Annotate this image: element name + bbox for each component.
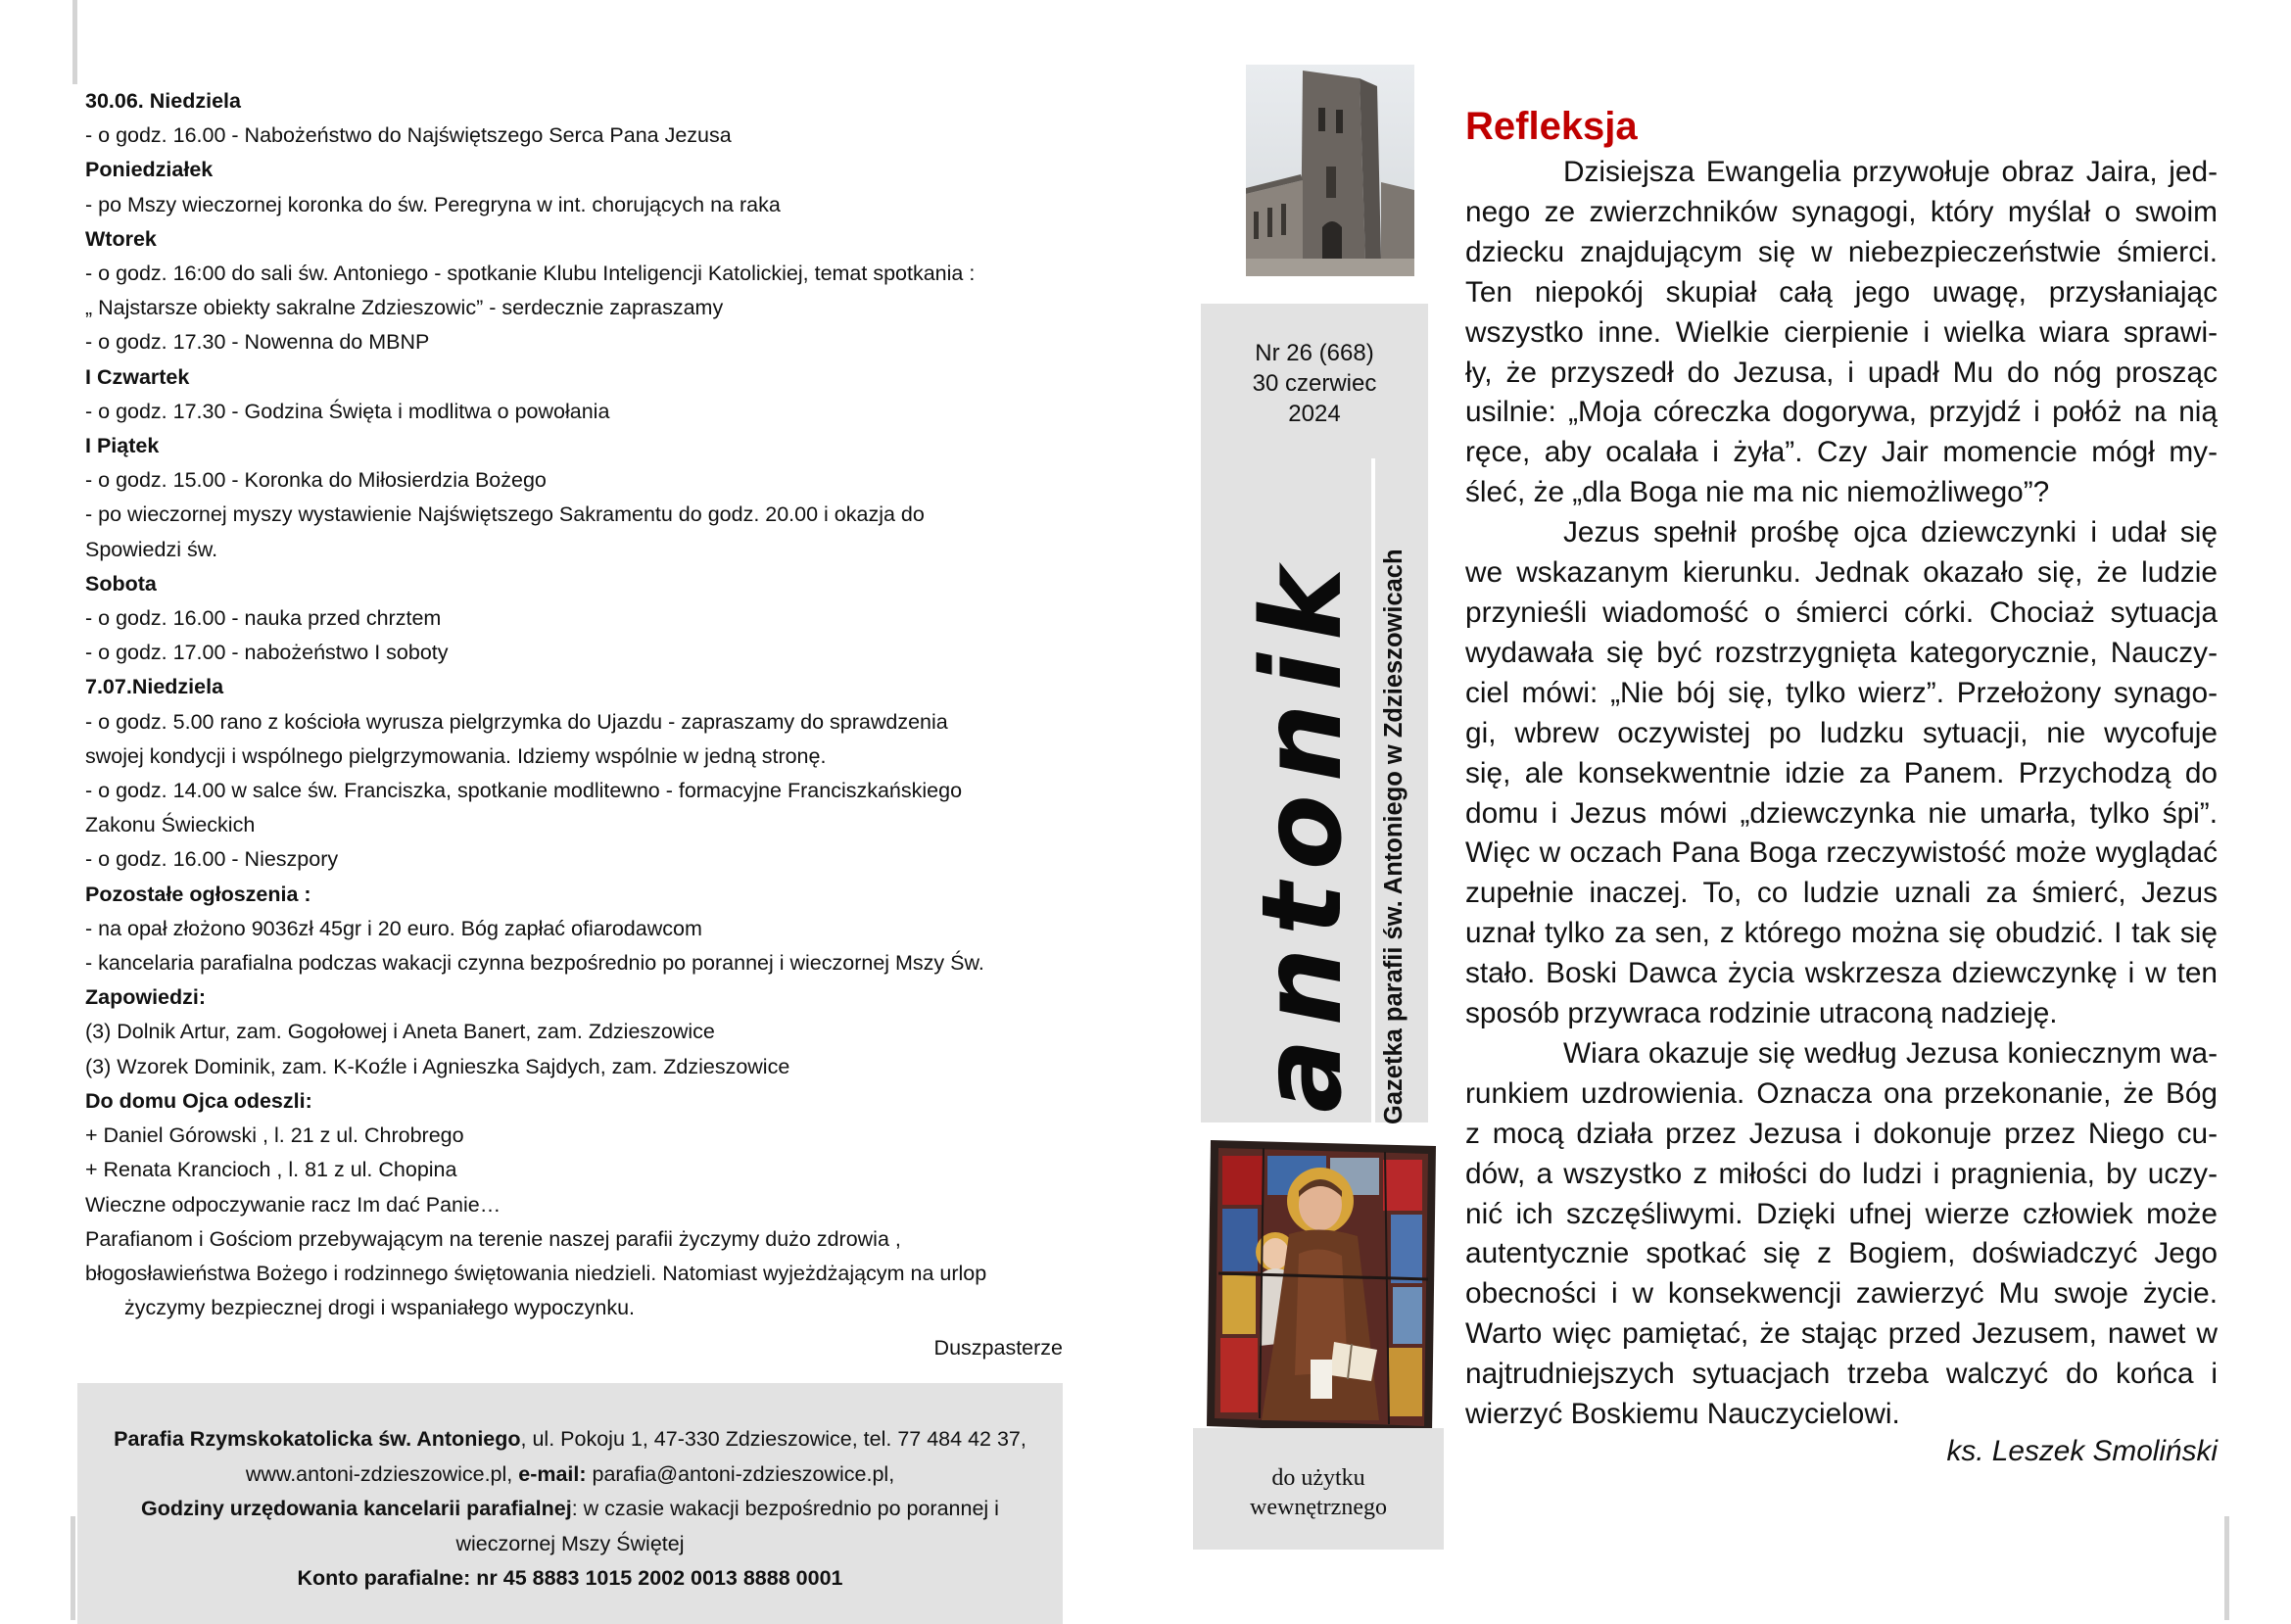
announcement-item: „ Najstarsze obiekty sakralne Zdzieszowic” - serdecznie zapraszamy bbox=[85, 296, 724, 320]
announcement-item: + Renata Krancioch , l. 81 z ul. Chopina bbox=[85, 1158, 457, 1182]
parish-address: , ul. Pokoju 1, 47-330 Zdzieszowice, tel. 77 484 42 37, bbox=[520, 1427, 1026, 1451]
announcement-item: - o godz. 17.00 - nabożeństwo I soboty bbox=[85, 641, 449, 665]
reflection-line: Ten niepokój skupiał całą jego uwagę, przysłaniając bbox=[1465, 275, 2218, 309]
reflection-line: dziecku znajdującym się w niebezpieczeństwie śmierci. bbox=[1465, 235, 2218, 268]
announcement-item: Zakonu Świeckich bbox=[85, 813, 256, 837]
announcements-list bbox=[85, 84, 1063, 1366]
parish-info-line-2 bbox=[77, 1457, 1063, 1493]
reflection-line: przynieśli wiadomość o śmierci córki. Chociaż sytuacja bbox=[1465, 596, 2218, 629]
reflection-line: Dzisiejsza Ewangelia przywołuje obraz Jaira, jed- bbox=[1563, 156, 2218, 188]
announcement-heading: Zapowiedzi: bbox=[85, 985, 207, 1010]
masthead-title: antonik bbox=[1239, 554, 1366, 1113]
announcement-item: Parafianom i Gościom przebywającym na terenie naszej parafii życzymy dużo zdrowia , bbox=[85, 1226, 901, 1251]
reflection-line: Wiara okazuje się według Jezusa koniecznym wa- bbox=[1563, 1036, 2218, 1070]
announcement-item: - o godz. 16.00 - Nieszpory bbox=[85, 847, 339, 872]
church-tower-photo bbox=[1246, 65, 1414, 276]
reflection-line: wydawała się być rozstrzygnięta kategorycznie, Nauczy- bbox=[1465, 636, 2218, 669]
announcement-heading: Poniedziałek bbox=[85, 158, 214, 182]
internal-use-line-1: do użytku bbox=[1271, 1465, 1365, 1491]
masthead-divider bbox=[1371, 458, 1375, 1124]
reflection-line: nego ze zwierzchników synagogi, który myślał o swoim bbox=[1465, 195, 2218, 228]
announcement-item: - o godz. 5.00 rano z kościoła wyrusza pielgrzymka do Ujazdu - zapraszamy do sprawdzenia bbox=[85, 709, 948, 734]
reflection-line: autentycznie spotkać się z Bogiem, doświadczyć Jego bbox=[1465, 1237, 2218, 1270]
reflection-line: ręce, aby ocalała i żyła”. Czy Jair momencie mógł my- bbox=[1465, 436, 2218, 469]
email-label: e-mail: bbox=[518, 1461, 587, 1486]
announcement-heading: I Czwartek bbox=[85, 364, 190, 389]
parish-info-line-5 bbox=[77, 1561, 1063, 1597]
reflection-line: śleć, że „dla Boga nie ma nic niemożliwego”? bbox=[1465, 476, 2050, 509]
announcement-heading: 30.06. Niedziela bbox=[85, 89, 241, 113]
announcement-item: - o godz. 17.30 - Godzina Święta i modlitwa o powołania bbox=[85, 399, 610, 423]
announcement-item: - o godz. 15.00 - Koronka do Miłosierdzia Bożego bbox=[85, 468, 547, 493]
announcement-heading: Pozostałe ogłoszenia : bbox=[85, 882, 311, 906]
decorative-edge-top-left bbox=[72, 0, 77, 84]
reflection-line: Więc w oczach Pana Boga rzeczywistość może wyglądać bbox=[1465, 836, 2218, 870]
announcement-heading: 7.07.Niedziela bbox=[85, 675, 224, 699]
bank-account: Konto parafialne: nr 45 8883 1015 2002 0013 8888 0001 bbox=[297, 1566, 843, 1591]
announcement-item: Spowiedzi św. bbox=[85, 537, 218, 561]
office-hours-label: Godziny urzędowania kancelarii parafialnej bbox=[141, 1497, 572, 1521]
reflection-line: wszystko inne. Wielkie cierpienie i wielka wiara sprawi- bbox=[1465, 315, 2218, 349]
reflection-line: gi, wbrew oczywistej po ludzku sytuacji, nie wycofuje bbox=[1465, 716, 2218, 749]
reflection-line: dów, a wszystko z miłości do ludzi i pragnienia, by uczy- bbox=[1465, 1157, 2218, 1190]
reflection-line: we wskazanym kierunku. Jednak okazało się, że ludzie bbox=[1465, 556, 2218, 590]
issue-number: Nr 26 (668) bbox=[1255, 340, 1374, 366]
decorative-edge-bottom-right bbox=[2224, 1516, 2229, 1620]
office-hours-a: : w czasie wakacji bezpośrednio po porannej i bbox=[571, 1497, 999, 1521]
announcement-item: + Daniel Górowski , l. 21 z ul. Chrobrego bbox=[85, 1123, 464, 1148]
masthead-subtitle: Gazetka parafii św. Antoniego w Zdzieszowicach bbox=[1380, 549, 1408, 1124]
issue-info bbox=[1201, 338, 1428, 429]
announcement-heading: Do domu Ojca odeszli: bbox=[85, 1088, 312, 1113]
announcements-signature: Duszpasterze bbox=[933, 1336, 1063, 1361]
reflection-line: ciel mówi: „Nie bój się, tylko wierz”. Przełożony synago- bbox=[1465, 676, 2218, 709]
reflection-line: najtrudniejszych sytuacjach trzeba walczyć do końca i bbox=[1465, 1358, 2218, 1391]
announcement-item: - o godz. 16:00 do sali św. Antoniego - spotkanie Klubu Inteligencji Katolickiej, temat spotkania : bbox=[85, 262, 976, 286]
reflection-line: obecności i w konsekwencji zawierzyć Mu swoje życie. bbox=[1465, 1277, 2218, 1311]
reflection-line: nić ich szczęśliwymi. Dzięki ufnej wierze człowiek może bbox=[1465, 1197, 2218, 1230]
office-hours-b: wieczornej Mszy Świętej bbox=[455, 1531, 685, 1555]
parish-name: Parafia Rzymskokatolicka św. Antoniego bbox=[114, 1427, 521, 1451]
announcement-item: (3) Dolnik Artur, zam. Gogołowej i Aneta Banert, zam. Zdzieszowice bbox=[85, 1020, 715, 1044]
announcement-item: błogosławieństwa Bożego i rodzinnego świętowania niedzieli. Natomiast wyjeżdżającym na urlop bbox=[85, 1261, 987, 1285]
reflection-line: runkiem uzdrowienia. Oznacza ona przekonanie, że Bóg bbox=[1465, 1076, 2218, 1110]
reflection-line: sposób przywraca rodzinie utraconą nadzieję. bbox=[1465, 997, 2058, 1030]
reflection-paragraph bbox=[1465, 153, 2218, 513]
reflection-line: z mocą działa przez Jezusa i dokonuje przez Niego cu- bbox=[1465, 1117, 2218, 1150]
reflection-line: Warto więc pamiętać, że stając przed Jezusem, nawet w bbox=[1465, 1317, 2218, 1351]
reflection-author: ks. Leszek Smoliński bbox=[1946, 1435, 2218, 1467]
reflection-title: Refleksja bbox=[1465, 105, 1638, 148]
reflection-line: domu i Jezus mówi „dziewczynka nie umarła, tylko śpi”. bbox=[1465, 796, 2218, 830]
announcement-item: - po wieczornej myszy wystawienie Najświętszego Sakramentu do godz. 20.00 i okazja do bbox=[85, 502, 925, 527]
announcement-item: - o godz. 16.00 - nauka przed chrztem bbox=[85, 606, 442, 631]
announcement-item: - o godz. 17.30 - Nowenna do MBNP bbox=[85, 330, 430, 355]
reflection-line: usilnie: „Moja córeczka dogorywa, przyjdź i połóż na nią bbox=[1465, 396, 2218, 429]
decorative-edge-bottom-left bbox=[71, 1516, 75, 1620]
issue-year: 2024 bbox=[1288, 401, 1341, 427]
reflection-paragraph bbox=[1465, 1034, 2218, 1435]
announcement-item: - na opał złożono 9036zł 45gr i 20 euro. Bóg zapłać ofiarodawcom bbox=[85, 916, 702, 940]
reflection-line: wierzyć Boskiemu Nauczycielowi. bbox=[1465, 1398, 1900, 1431]
announcement-item: życzymy bezpiecznej drogi i wspaniałego wypoczynku. bbox=[124, 1296, 636, 1320]
reflection-text bbox=[1465, 153, 2218, 1435]
announcement-item: - kancelaria parafialna podczas wakacji czynna bezpośrednio po porannej i wieczornej Mszy Św. bbox=[85, 951, 984, 976]
parish-info-box bbox=[77, 1383, 1063, 1624]
announcement-item: - o godz. 14.00 w salce św. Franciszka, spotkanie modlitewno - formacyjne Franciszkańskiego bbox=[85, 779, 963, 803]
reflection-line: uznał tylko za sen, z którego można się obudzić. I tak się bbox=[1465, 917, 2218, 950]
announcement-heading: I Piątek bbox=[85, 434, 160, 458]
internal-use-box bbox=[1193, 1428, 1444, 1550]
reflection-line: zupełnie inaczej. To, co ludzie uznali za śmierć, Jezus bbox=[1465, 877, 2218, 910]
stained-glass-saint-image bbox=[1205, 1136, 1442, 1438]
announcement-item: swojej kondycji i wspólnego pielgrzymowania. Idziemy wspólnie w jedną stronę. bbox=[85, 743, 827, 768]
announcement-item: (3) Wzorek Dominik, zam. K-Koźle i Agnieszka Sajdych, zam. Zdzieszowice bbox=[85, 1054, 790, 1078]
reflection-line: się, ale konsekwentnie idzie za Panem. Przychodzą do bbox=[1465, 756, 2218, 789]
parish-info-line-4 bbox=[77, 1527, 1063, 1562]
parish-info-line-3 bbox=[77, 1492, 1063, 1527]
reflection-line: ły, że przyszedł do Jezusa, i upadł Mu do nóg prosząc bbox=[1465, 356, 2218, 389]
parish-info-line-1 bbox=[77, 1422, 1063, 1457]
issue-date: 30 czerwiec bbox=[1252, 370, 1377, 397]
announcement-item: Wieczne odpoczywanie racz Im dać Panie… bbox=[85, 1192, 501, 1217]
parish-website[interactable]: www.antoni-zdzieszowice.pl, bbox=[245, 1461, 519, 1486]
announcement-heading: Sobota bbox=[85, 571, 157, 596]
announcement-heading: Wtorek bbox=[85, 226, 157, 251]
reflection-paragraph bbox=[1465, 513, 2218, 1034]
internal-use-line-2: wewnętrznego bbox=[1250, 1495, 1387, 1520]
parish-email[interactable]: parafia@antoni-zdzieszowice.pl, bbox=[586, 1461, 895, 1486]
announcement-item: - o godz. 16.00 - Nabożeństwo do Najświętszego Serca Pana Jezusa bbox=[85, 123, 732, 148]
reflection-line: Jezus spełnił prośbę ojca dziewczynki i udał się bbox=[1563, 516, 2218, 549]
announcement-item: - po Mszy wieczornej koronka do św. Peregryna w int. chorujących na raka bbox=[85, 192, 781, 216]
reflection-line: stało. Boski Dawca życia wskrzesza dziewczynkę i w ten bbox=[1465, 957, 2218, 990]
